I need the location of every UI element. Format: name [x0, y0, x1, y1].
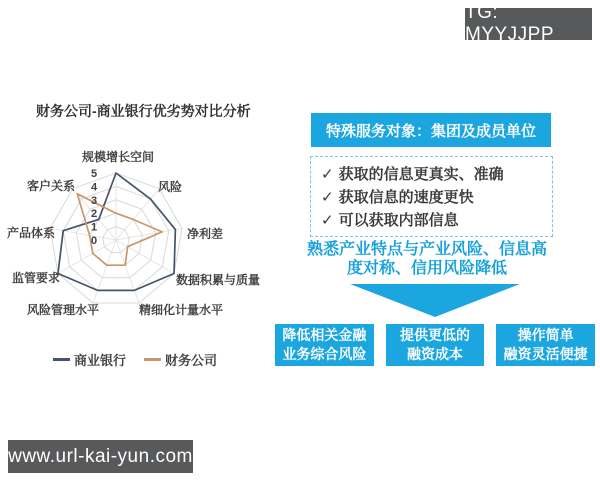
svg-text:4: 4 [90, 181, 98, 194]
chart-title: 财务公司-商业银行优劣势对比分析 [36, 103, 251, 119]
svg-text:数据积累与质量: 数据积累与质量 [176, 273, 261, 287]
svg-text:精细化计量水平: 精细化计量水平 [139, 303, 224, 317]
svg-text:1: 1 [90, 221, 98, 234]
svg-text:0: 0 [90, 235, 98, 247]
svg-text:规模增长空间: 规模增长空间 [81, 150, 155, 164]
svg-text:风险管理水平: 风险管理水平 [27, 303, 100, 317]
svg-text:产品体系: 产品体系 [7, 226, 56, 240]
outcome-box-cost [386, 324, 485, 366]
tg-watermark-badge [465, 2, 592, 45]
legend-label-bank: 商业银行 [73, 353, 126, 368]
benefit-item [321, 209, 542, 230]
check-icon: ✓ [321, 166, 334, 183]
check-icon: ✓ [321, 212, 334, 229]
outcome-box-flexible [496, 324, 595, 366]
panel-header-text: 特殊服务对象：集团及成员单位 [325, 122, 536, 140]
legend-item-bank [53, 350, 126, 369]
tg-watermark-text: TG: MYYJJPP [465, 2, 555, 45]
website-watermark-badge [8, 440, 193, 473]
summary-line-1: 熟悉产业特点与产业风险、信息高 [306, 241, 547, 258]
benefit-item [321, 186, 542, 207]
radar-chart [0, 130, 270, 380]
outcome-text: 业务综合风险 [282, 346, 367, 362]
check-icon: ✓ [321, 189, 334, 206]
benefit-text: 可以获取内部信息 [338, 212, 459, 229]
svg-text:5: 5 [90, 168, 98, 180]
benefit-text: 获取信息的速度更快 [338, 189, 474, 206]
legend-item-finance [144, 350, 217, 369]
svg-text:监管要求: 监管要求 [12, 271, 61, 285]
outcome-text: 降低相关金融 [282, 327, 367, 343]
svg-text:客户关系: 客户关系 [27, 179, 76, 193]
down-arrow-icon [350, 284, 520, 317]
summary-text [288, 241, 566, 278]
legend-dash-bank-icon [53, 358, 70, 361]
outcome-box-risk [275, 324, 374, 366]
svg-text:风险: 风险 [158, 180, 183, 194]
outcome-text: 融资成本 [407, 346, 463, 362]
outcome-text: 提供更低的 [400, 327, 470, 343]
panel-header [311, 113, 551, 147]
summary-line-2: 度对称、信用风险降低 [346, 259, 507, 277]
website-watermark-text: www.url-kai-yun.com [8, 445, 193, 467]
outcome-text: 融资灵活便捷 [503, 346, 588, 362]
benefit-text: 获取的信息更真实、准确 [338, 166, 504, 183]
radar-chart-area [0, 130, 270, 380]
outcome-row [275, 324, 595, 366]
svg-text:3: 3 [90, 194, 98, 207]
chart-legend [0, 350, 270, 369]
svg-text:2: 2 [90, 208, 98, 221]
benefits-box [310, 156, 553, 237]
outcome-text: 操作简单 [517, 327, 574, 343]
benefit-item [321, 163, 542, 184]
legend-dash-finance-icon [144, 358, 161, 361]
legend-label-finance: 财务公司 [165, 353, 218, 368]
svg-text:净利差: 净利差 [187, 227, 224, 241]
